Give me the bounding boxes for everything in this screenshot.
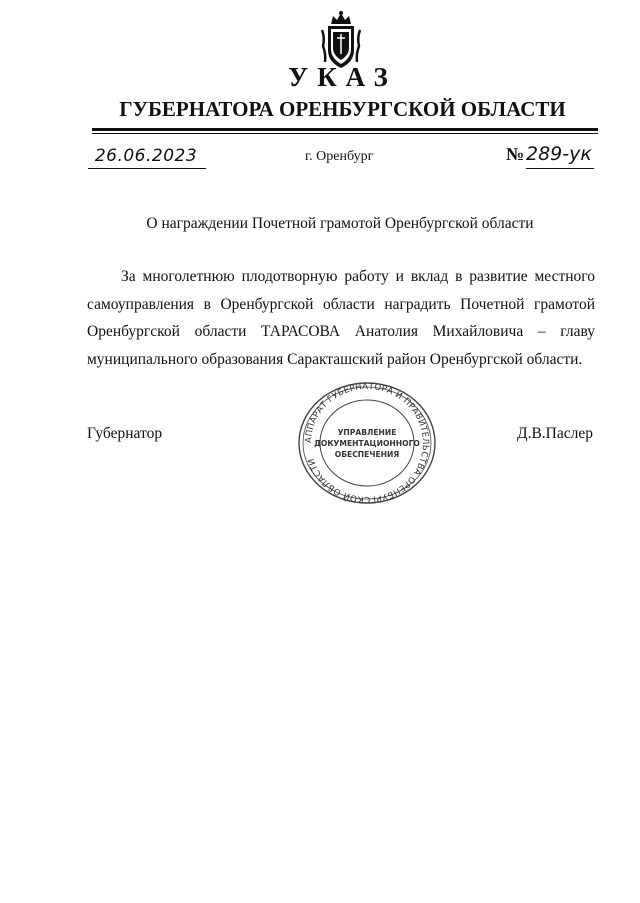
number-underline [526,168,594,169]
document-subject: О награждении Почетной грамотой Оренбургской области [146,215,534,232]
document-city: г. Оренбург [305,149,374,164]
issuer-title: ГУБЕРНАТОРА ОРЕНБУРГСКОЙ ОБЛАСТИ [119,97,566,121]
signatory-name: Д.В.Паслер [517,425,593,442]
document-date: 26.06.2023 [94,146,198,166]
seal-line-2: ДОКУМЕНТАЦИОННОГО [314,439,420,448]
date-underline [88,168,206,169]
document-number: 289-ук [526,143,592,165]
official-seal-stamp [296,381,438,505]
seal-line-1: УПРАВЛЕНИЕ [337,428,397,437]
number-sign: № [506,144,525,164]
seal-line-3: ОБЕСПЕЧЕНИЯ [334,450,400,459]
header-rule-thick [92,128,598,131]
header-rule-thin [92,133,598,134]
document-body: За многолетнюю плодотворную работу и вклад в развитие местного самоуправления в Оренбургской области наградить Почетной грамотой Оренбургской области ТАРАСОВА Анатолия Михайловича – главу муниципального образования Саракташский район Оренбургской области. [87,268,595,368]
seal-ring-text: АППАРАТ ГУБЕРНАТОРА И ПРАВИТЕЛЬСТВА ОРЕНБУРГСКОЙ ОБЛАСТИ [303,381,431,505]
signatory-title: Губернатор [87,425,163,442]
coat-of-arms-emblem [319,10,363,70]
document-type-title: УКАЗ [288,62,397,92]
